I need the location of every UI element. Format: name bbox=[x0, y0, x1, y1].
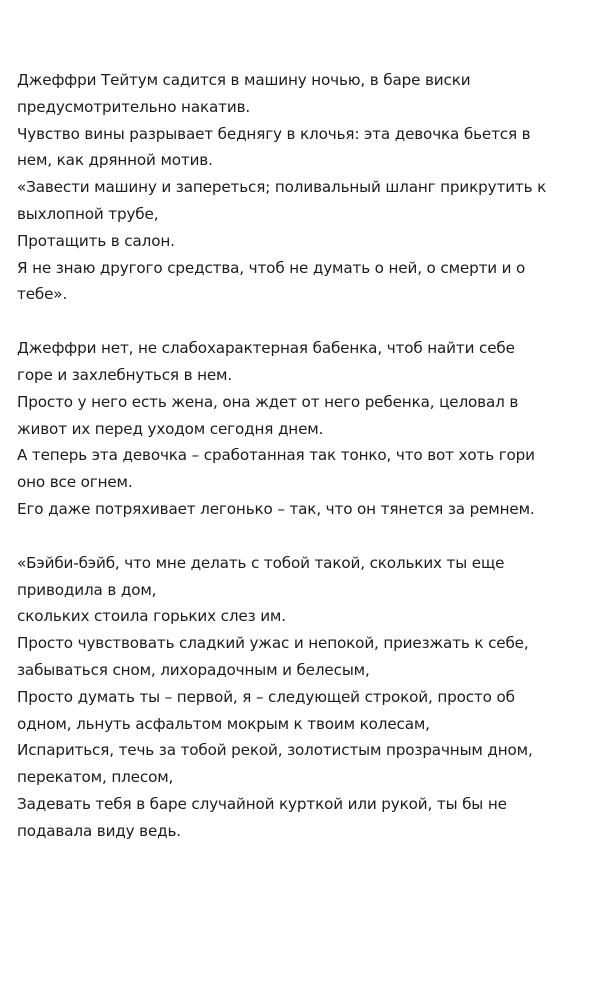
stanza-3 bbox=[17, 550, 587, 845]
poem-line: Его даже потряхивает легонько – так, что он тянется за ремнем. bbox=[17, 499, 535, 518]
poem-line: забываться сном, лихорадочным и белесым, bbox=[17, 660, 370, 679]
poem-line: перекатом, плесом, bbox=[17, 768, 174, 787]
poem-line: Задевать тебя в баре случайной курткой или рукой, ты бы не bbox=[17, 794, 507, 813]
poem-line: одном, льнуть асфальтом мокрым к твоим колесам, bbox=[17, 714, 430, 733]
poem-line: А теперь эта девочка – сработанная так тонко, что вот хоть гори bbox=[17, 446, 535, 465]
poem-line: тебе». bbox=[17, 285, 68, 304]
stanza-2 bbox=[17, 335, 587, 523]
poem-line: Протащить в салон. bbox=[17, 231, 175, 250]
poem-line: Просто у него есть жена, она ждет от него ребенка, целовал в bbox=[17, 392, 519, 411]
poem-line: «Бэйби-бэйб, что мне делать с тобой такой, скольких ты еще bbox=[17, 553, 505, 572]
poem-line: «Завести машину и запереться; поливальный шланг прикрутить к bbox=[17, 178, 547, 197]
poem-line: выхлопной трубе, bbox=[17, 204, 159, 223]
poem-line: Джеффри нет, не слабохарактерная бабенка, чтоб найти себе bbox=[17, 339, 515, 358]
poem-line: приводила в дом, bbox=[17, 580, 157, 599]
poem-line: Просто думать ты – первой, я – следующей строкой, просто об bbox=[17, 687, 515, 706]
poem-line: живот их перед уходом сегодня днем. bbox=[17, 419, 324, 438]
stanza-1 bbox=[17, 67, 587, 308]
poem-text bbox=[17, 67, 587, 845]
poem-line: Я не знаю другого средства, чтоб не думать о ней, о смерти и о bbox=[17, 258, 526, 277]
poem-line: Испариться, течь за тобой рекой, золотистым прозрачным дном, bbox=[17, 741, 533, 760]
poem-line: нем, как дрянной мотив. bbox=[17, 151, 213, 170]
poem-line: горе и захлебнуться в нем. bbox=[17, 365, 233, 384]
poem-line: Джеффри Тейтум садится в машину ночью, в баре виски bbox=[17, 71, 471, 89]
poem-line: Просто чувствовать сладкий ужас и непокой, приезжать к себе, bbox=[17, 634, 529, 653]
poem-line: подавала виду ведь. bbox=[17, 821, 181, 840]
poem-line: предусмотрительно накатив. bbox=[17, 97, 251, 116]
poem-line: Чувство вины разрывает беднягу в клочья: эта девочка бьется в bbox=[17, 124, 531, 143]
poem-line: скольких стоила горьких слез им. bbox=[17, 607, 286, 626]
poem-line: оно все огнем. bbox=[17, 473, 133, 492]
